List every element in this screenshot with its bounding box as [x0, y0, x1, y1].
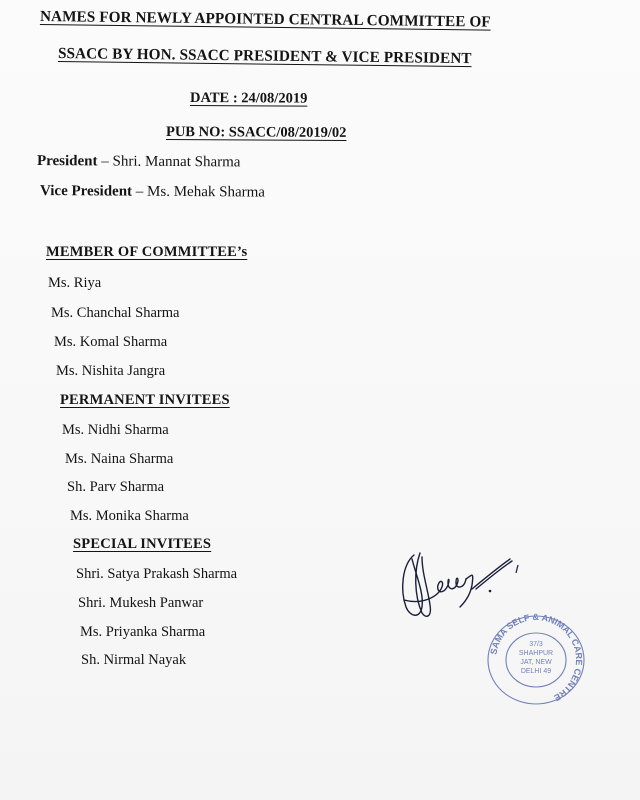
stamp-inner-line: JAT, NEW — [520, 659, 552, 666]
committee-member: Ms. Nishita Jangra — [56, 363, 166, 379]
permanent-invitees-heading: PERMANENT INVITEES — [60, 392, 230, 408]
vice-president-separator: – — [132, 183, 148, 200]
permanent-invitee: Ms. Monika Sharma — [70, 508, 189, 524]
committee-member: Ms. Komal Sharma — [54, 334, 168, 350]
committee-member: Ms. Riya — [48, 275, 102, 291]
permanent-invitee: Ms. Naina Sharma — [65, 451, 174, 467]
vice-president-line — [40, 183, 265, 202]
special-invitee: Ms. Priyanka Sharma — [80, 624, 206, 640]
organization-stamp — [484, 612, 588, 708]
stamp-inner-line: 37/3 — [529, 641, 543, 648]
document-title-line-1: NAMES FOR NEWLY APPOINTED CENTRAL COMMITTEE OF — [39, 8, 491, 31]
president-name: Shri. Mannat Sharma — [112, 153, 241, 171]
members-of-committee-heading: MEMBER OF COMMITTEE’s — [46, 244, 248, 260]
vice-president-name: Ms. Mehak Sharma — [147, 183, 266, 201]
document-date: DATE : 24/08/2019 — [189, 90, 308, 107]
committee-member: Ms. Chanchal Sharma — [51, 305, 180, 321]
president-role-label: President — [36, 153, 98, 170]
special-invitees-heading: SPECIAL INVITEES — [73, 536, 212, 552]
president-line — [37, 153, 241, 171]
document-title-line-2: SSACC BY HON. SSACC PRESIDENT & VICE PRESIDENT — [57, 45, 472, 68]
stamp-inner-line: DELHI 49 — [520, 668, 552, 675]
permanent-invitee: Sh. Parv Sharma — [67, 479, 165, 495]
publication-number: PUB NO: SSACC/08/2019/02 — [165, 124, 347, 141]
special-invitee: Shri. Satya Prakash Sharma — [76, 566, 238, 582]
permanent-invitee: Ms. Nidhi Sharma — [62, 422, 169, 438]
vice-president-role-label: Vice President — [39, 183, 133, 200]
stamp-inner-line: SHAHPUR — [518, 650, 554, 657]
special-invitee: Sh. Nirmal Nayak — [81, 652, 187, 668]
president-separator: – — [97, 153, 113, 170]
special-invitee: Shri. Mukesh Panwar — [78, 595, 204, 611]
stamp-outer-text: SAMA SELF & ANIMAL CARE CENTRE — [488, 612, 585, 704]
